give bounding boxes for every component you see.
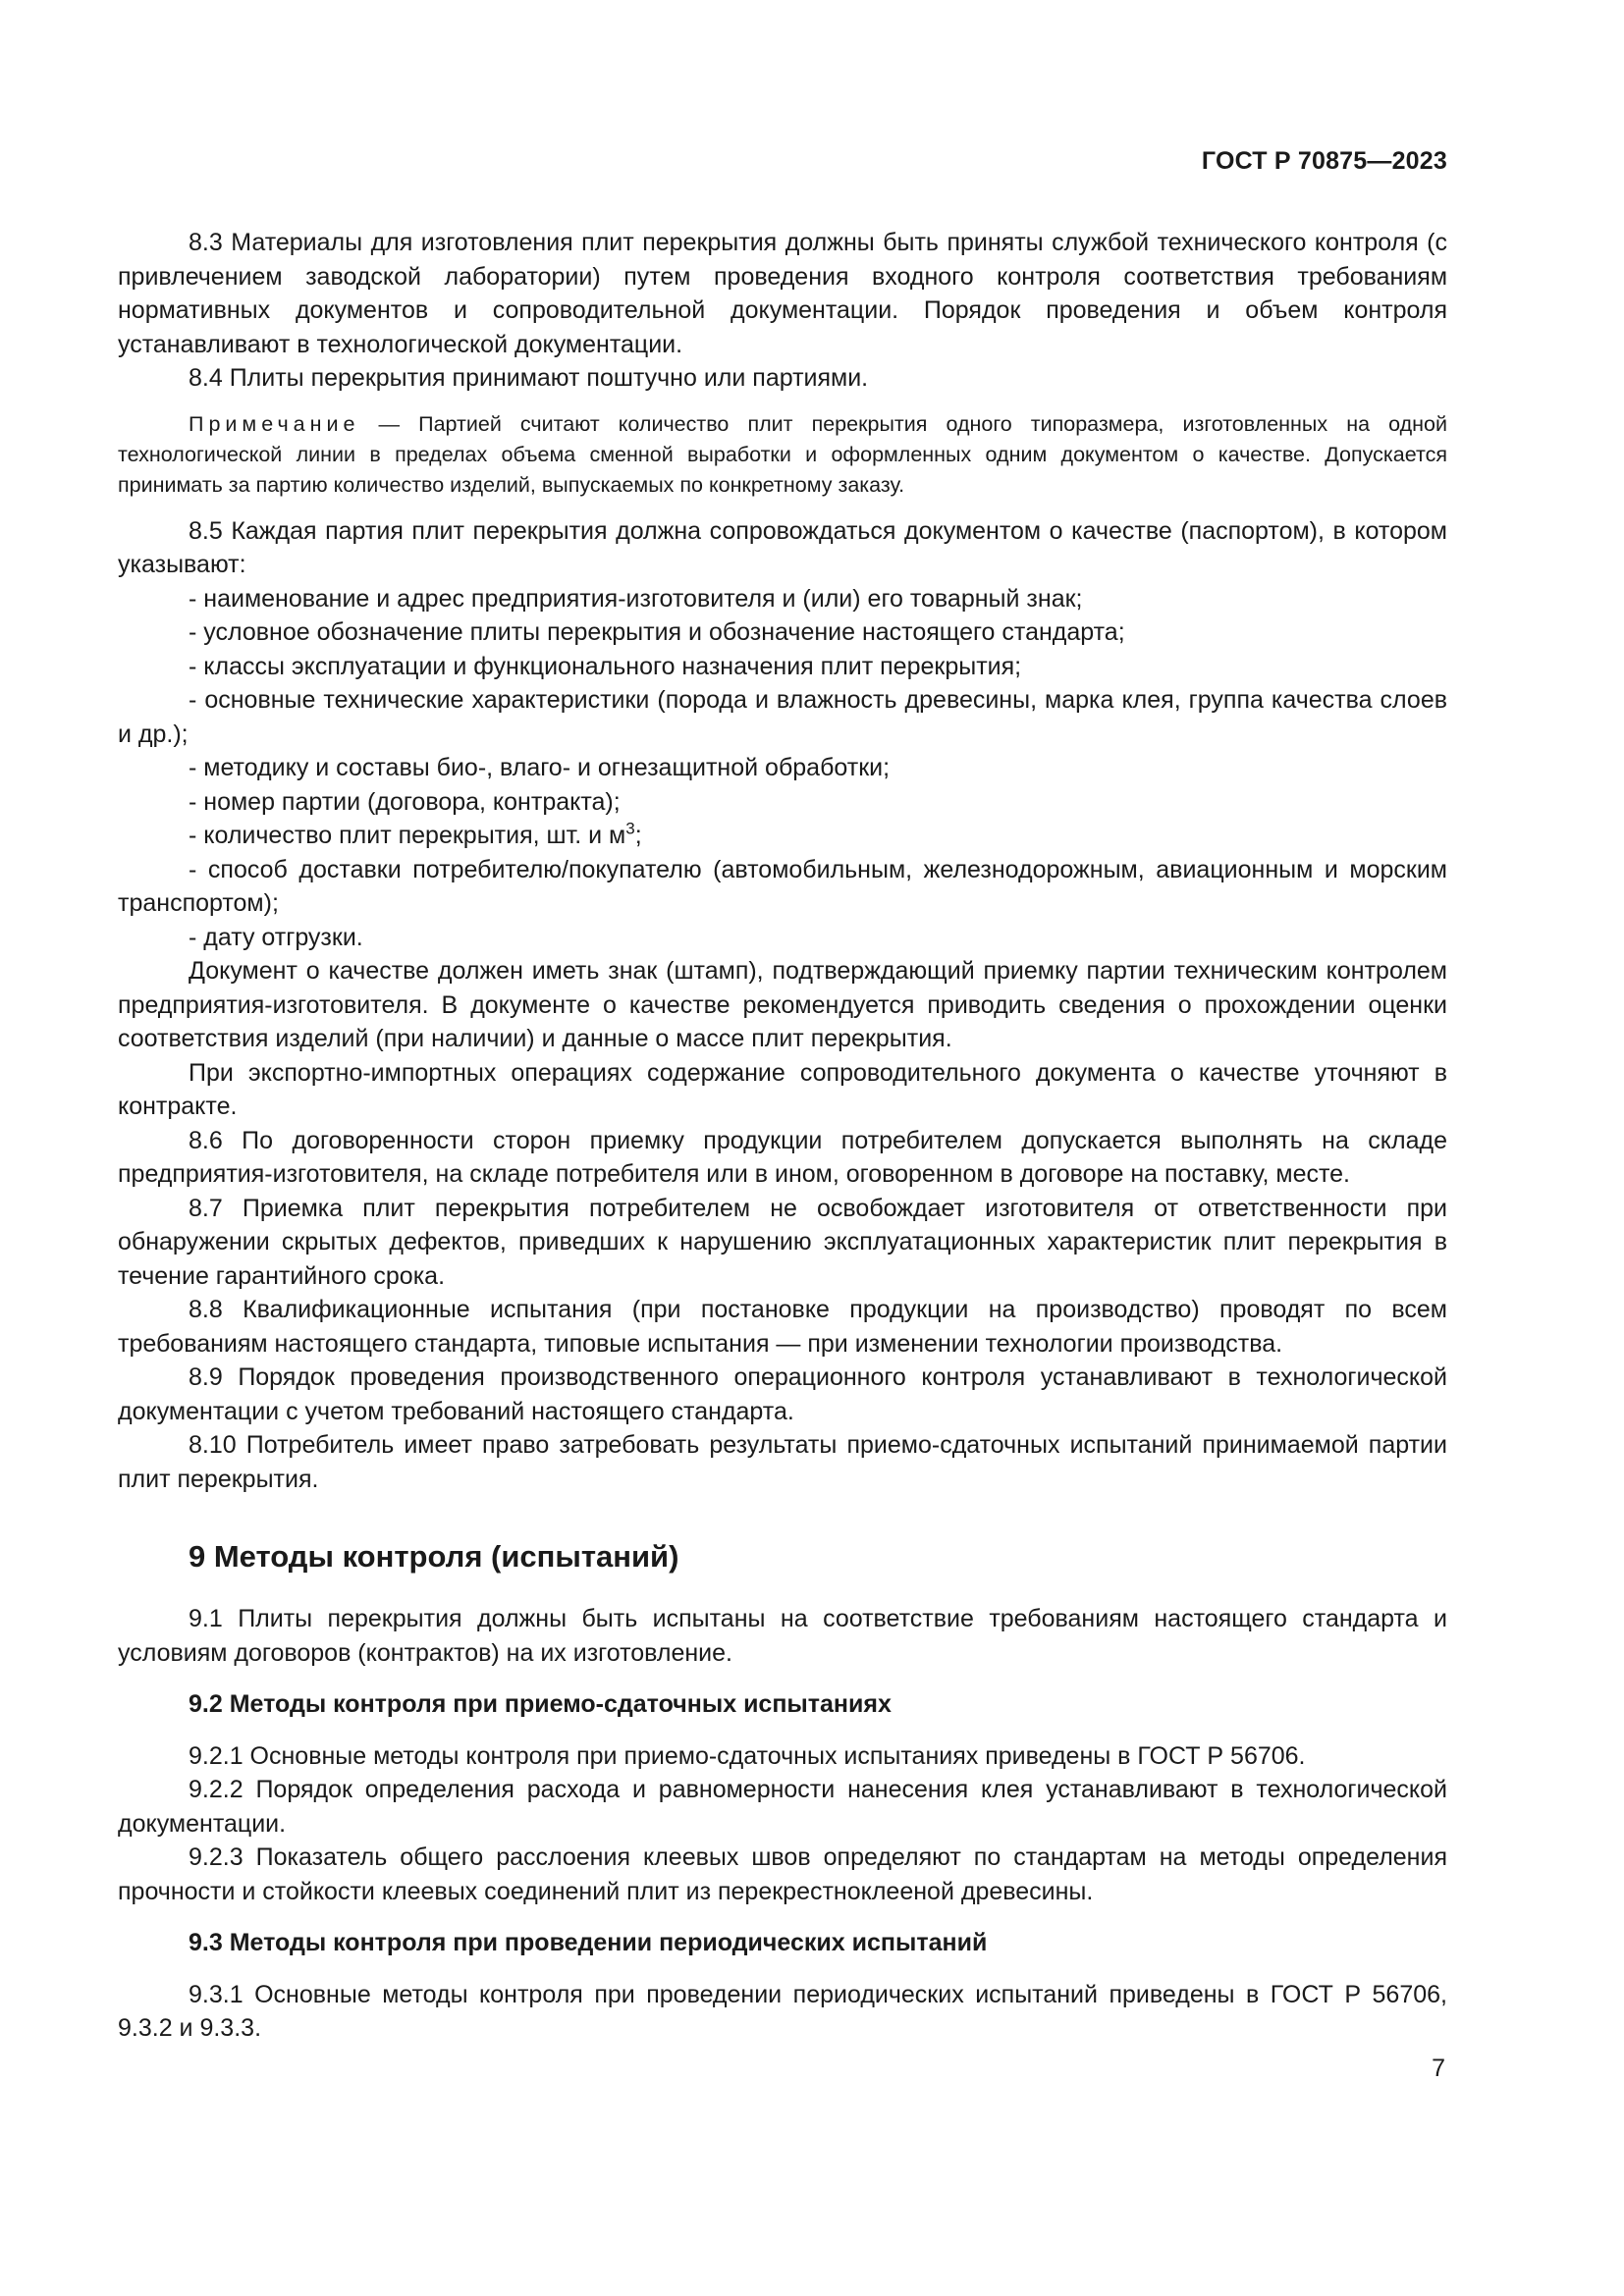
list-item: - номер партии (договора, контракта); [189,787,621,816]
list-item [118,819,1447,853]
section-9-heading: 9 Методы контроля (испытаний) [189,1539,679,1574]
paragraph-8-3: 8.3 Материалы для изготовления плит перекрытия должны быть приняты службой технического контроля (с привлечением заводской лаборатории) путем проведения входного контроля соответствия требованиям нормативных документов и сопроводительной документации. Порядок проведения и объем контроля устанавливают в технологической документации. [118,229,1447,358]
list-item: - наименование и адрес предприятия-изготовителя и (или) его товарный знак; [189,584,1083,613]
paragraph-export: При экспортно-импортных операциях содержание сопроводительного документа о качестве уточняют в контракте. [118,1058,1447,1120]
paragraph-9-2-1: 9.2.1 Основные методы контроля при приемо-сдаточных испытаниях приведены в ГОСТ Р 56706. [189,1741,1306,1770]
paragraph-9-2-3: 9.2.3 Показатель общего расслоения клеевых швов определяют по стандартам на методы определения прочности и стойкости клеевых соединений плит из перекрестноклееной древесины. [118,1843,1447,1905]
list-item: - способ доставки потребителю/покупателю (автомобильным, железнодорожным, авиационным и морским транспортом); [118,855,1447,917]
list-item: - классы эксплуатации и функционального назначения плит перекрытия; [189,652,1022,680]
note-text: — Партией считают количество плит перекрытия одного типоразмера, изготовленных на одной технологической линии в пределах объема сменной выработки и оформленных одним документом о качестве. Допускается принимать за партию количество изделий, выпускаемых по конкретному заказу. [118,411,1447,497]
paragraph-8-8: 8.8 Квалификационные испытания (при постановке продукции на производство) проводят по всем требованиям настоящего стандарта, типовые испытания — при изменении технологии производства. [118,1296,1447,1358]
paragraph-9-1: 9.1 Плиты перекрытия должны быть испытаны на соответствие требованиям настоящего стандарта и условиям договоров (контрактов) на их изготовление. [118,1605,1447,1667]
paragraph-8-4: 8.4 Плиты перекрытия принимают поштучно или партиями. [189,364,869,392]
subsection-9-3-heading: 9.3 Методы контроля при проведении периодических испытаний [189,1929,988,1956]
list-item: - дату отгрузки. [189,923,363,951]
paragraph-8-6: 8.6 По договоренности сторон приемку продукции потребителем допускается выполнять на складе предприятия-изготовителя, на складе потребителя или в ином, оговоренном в договоре на поставку, месте. [118,1126,1447,1188]
superscript: 3 [625,819,635,838]
standard-code-header: ГОСТ Р 70875—2023 [1201,147,1447,175]
paragraph-9-3-1: 9.3.1 Основные методы контроля при проведении периодических испытаний приведены в ГОСТ Р 56706, 9.3.2 и 9.3.3. [118,1980,1447,2042]
list-item-tail: ; [634,822,642,849]
paragraph-9-2-2: 9.2.2 Порядок определения расхода и равномерности нанесения клея устанавливают в технологической документации. [118,1776,1447,1838]
page-content [118,226,1447,2046]
page-number: 7 [1432,2055,1445,2082]
list-item: - основные технические характеристики (порода и влажность древесины, марка клея, группа качества слоев и др.); [118,686,1447,748]
paragraph-8-10: 8.10 Потребитель имеет право затребовать результаты приемо-сдаточных испытаний принимаемой партии плит перекрытия. [118,1431,1447,1493]
paragraph-8-9: 8.9 Порядок проведения производственного операционного контроля устанавливают в технологической документации с учетом требований настоящего стандарта. [118,1363,1447,1425]
note [118,409,1447,501]
list-item: - методику и составы био-, влаго- и огнезащитной обработки; [189,754,891,781]
paragraph-8-5: 8.5 Каждая партия плит перекрытия должна сопровождаться документом о качестве (паспортом), в котором указывают: [118,516,1447,578]
subsection-9-2-heading: 9.2 Методы контроля при приемо-сдаточных испытаниях [189,1690,892,1718]
paragraph-quality-document: Документ о качестве должен иметь знак (штамп), подтверждающий приемку партии техническим контролем предприятия-изготовителя. В документе о качестве рекомендуется приводить сведения о прохождении оценки соответствия изделий (при наличии) и данные о массе плит перекрытия. [118,957,1447,1052]
paragraph-8-7: 8.7 Приемка плит перекрытия потребителем не освобождает изготовителя от ответственности при обнаружении скрытых дефектов, приведших к нарушению эксплуатационных характеристик плит перекрытия в течение гарантийного срока. [118,1194,1447,1290]
list-item-text: - количество плит перекрытия, шт. и м [189,822,626,849]
list-item: - условное обозначение плиты перекрытия и обозначение настоящего стандарта; [189,618,1125,646]
note-label: Примечание [189,411,360,436]
